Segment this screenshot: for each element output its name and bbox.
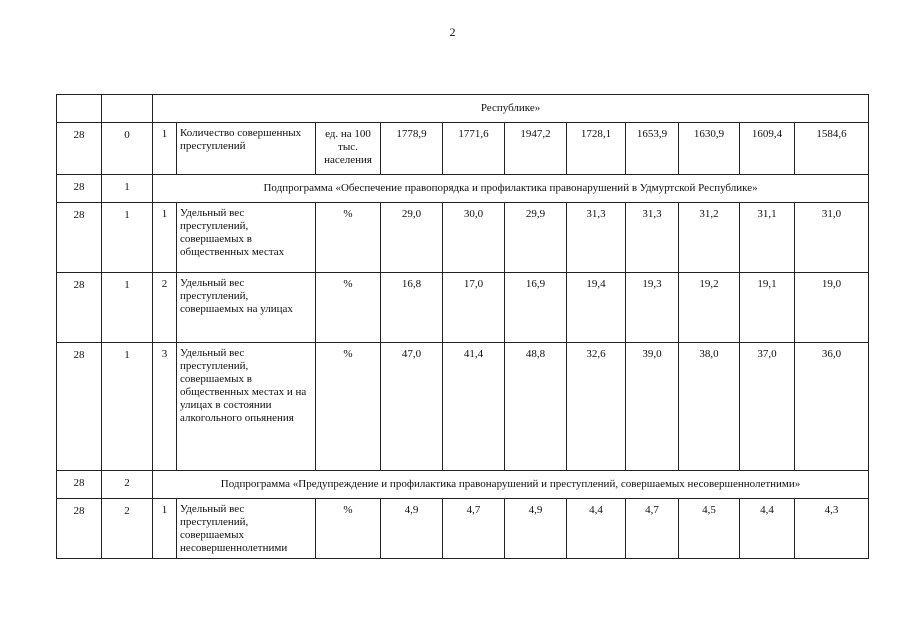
value-cell: 4,5 [679, 499, 740, 559]
subprogram-row [57, 175, 869, 203]
value-cell: 37,0 [740, 343, 795, 471]
value-cell: 31,0 [795, 203, 869, 273]
value-cell: 47,0 [381, 343, 443, 471]
indicator-row [57, 273, 869, 343]
subprogram-code: 1 [102, 175, 153, 203]
indicator-name: Количество совершенных преступлений [177, 123, 316, 175]
value-cell: 38,0 [679, 343, 740, 471]
value-cell: 1947,2 [505, 123, 567, 175]
unit-cell: % [316, 343, 381, 471]
value-cell: 4,7 [443, 499, 505, 559]
value-cell: 19,0 [795, 273, 869, 343]
unit-cell: ед. на 100 тыс. населения [316, 123, 381, 175]
subprogram-title: Подпрограмма «Обеспечение правопорядка и профилактика правонарушений в Удмуртской Республике» [153, 175, 869, 203]
subprogram-code: 1 [102, 273, 153, 343]
value-cell: 31,1 [740, 203, 795, 273]
value-cell: 19,4 [567, 273, 626, 343]
value-cell: 16,8 [381, 273, 443, 343]
value-cell: 36,0 [795, 343, 869, 471]
indicator-name: Удельный вес преступлений, совершаемых в общественных местах и на улицах в состоянии алкогольного опьянения [177, 343, 316, 471]
value-cell: 4,4 [567, 499, 626, 559]
subprogram-code: 1 [102, 343, 153, 471]
subprogram-code: 2 [102, 499, 153, 559]
value-cell: 16,9 [505, 273, 567, 343]
value-cell: 48,8 [505, 343, 567, 471]
program-code: 28 [57, 203, 102, 273]
indicator-number: 1 [153, 499, 177, 559]
empty-cell [102, 95, 153, 123]
value-cell: 31,2 [679, 203, 740, 273]
value-cell: 19,3 [626, 273, 679, 343]
indicator-name: Удельный вес преступлений, совершаемых в общественных местах [177, 203, 316, 273]
indicator-number: 3 [153, 343, 177, 471]
value-cell: 31,3 [567, 203, 626, 273]
indicator-row [57, 203, 869, 273]
value-cell: 1778,9 [381, 123, 443, 175]
continuation-text: Республике» [153, 95, 869, 123]
value-cell: 19,2 [679, 273, 740, 343]
value-cell: 4,9 [381, 499, 443, 559]
subprogram-code: 0 [102, 123, 153, 175]
value-cell: 1728,1 [567, 123, 626, 175]
indicators-table [56, 94, 869, 559]
indicator-number: 1 [153, 203, 177, 273]
continuation-row [57, 95, 869, 123]
indicator-name: Удельный вес преступлений, совершаемых на улицах [177, 273, 316, 343]
value-cell: 4,9 [505, 499, 567, 559]
indicator-row [57, 499, 869, 559]
subprogram-title: Подпрограмма «Предупреждение и профилактика правонарушений и преступлений, совершаемых несовершеннолетними» [153, 471, 869, 499]
value-cell: 4,4 [740, 499, 795, 559]
value-cell: 32,6 [567, 343, 626, 471]
indicator-number: 1 [153, 123, 177, 175]
value-cell: 4,3 [795, 499, 869, 559]
indicator-row [57, 343, 869, 471]
page-number: 2 [449, 25, 456, 39]
value-cell: 29,0 [381, 203, 443, 273]
unit-cell: % [316, 203, 381, 273]
value-cell: 39,0 [626, 343, 679, 471]
indicator-name: Удельный вес преступлений, совершаемых несовершеннолетними [177, 499, 316, 559]
subprogram-code: 1 [102, 203, 153, 273]
value-cell: 1630,9 [679, 123, 740, 175]
value-cell: 41,4 [443, 343, 505, 471]
value-cell: 17,0 [443, 273, 505, 343]
subprogram-row [57, 471, 869, 499]
program-code: 28 [57, 175, 102, 203]
value-cell: 31,3 [626, 203, 679, 273]
value-cell: 1653,9 [626, 123, 679, 175]
indicator-number: 2 [153, 273, 177, 343]
value-cell: 4,7 [626, 499, 679, 559]
subprogram-code: 2 [102, 471, 153, 499]
value-cell: 1771,6 [443, 123, 505, 175]
value-cell: 29,9 [505, 203, 567, 273]
value-cell: 19,1 [740, 273, 795, 343]
indicator-row [57, 123, 869, 175]
unit-cell: % [316, 499, 381, 559]
program-code: 28 [57, 273, 102, 343]
value-cell: 30,0 [443, 203, 505, 273]
program-code: 28 [57, 343, 102, 471]
unit-cell: % [316, 273, 381, 343]
program-code: 28 [57, 123, 102, 175]
empty-cell [57, 95, 102, 123]
program-code: 28 [57, 499, 102, 559]
value-cell: 1584,6 [795, 123, 869, 175]
value-cell: 1609,4 [740, 123, 795, 175]
program-code: 28 [57, 471, 102, 499]
